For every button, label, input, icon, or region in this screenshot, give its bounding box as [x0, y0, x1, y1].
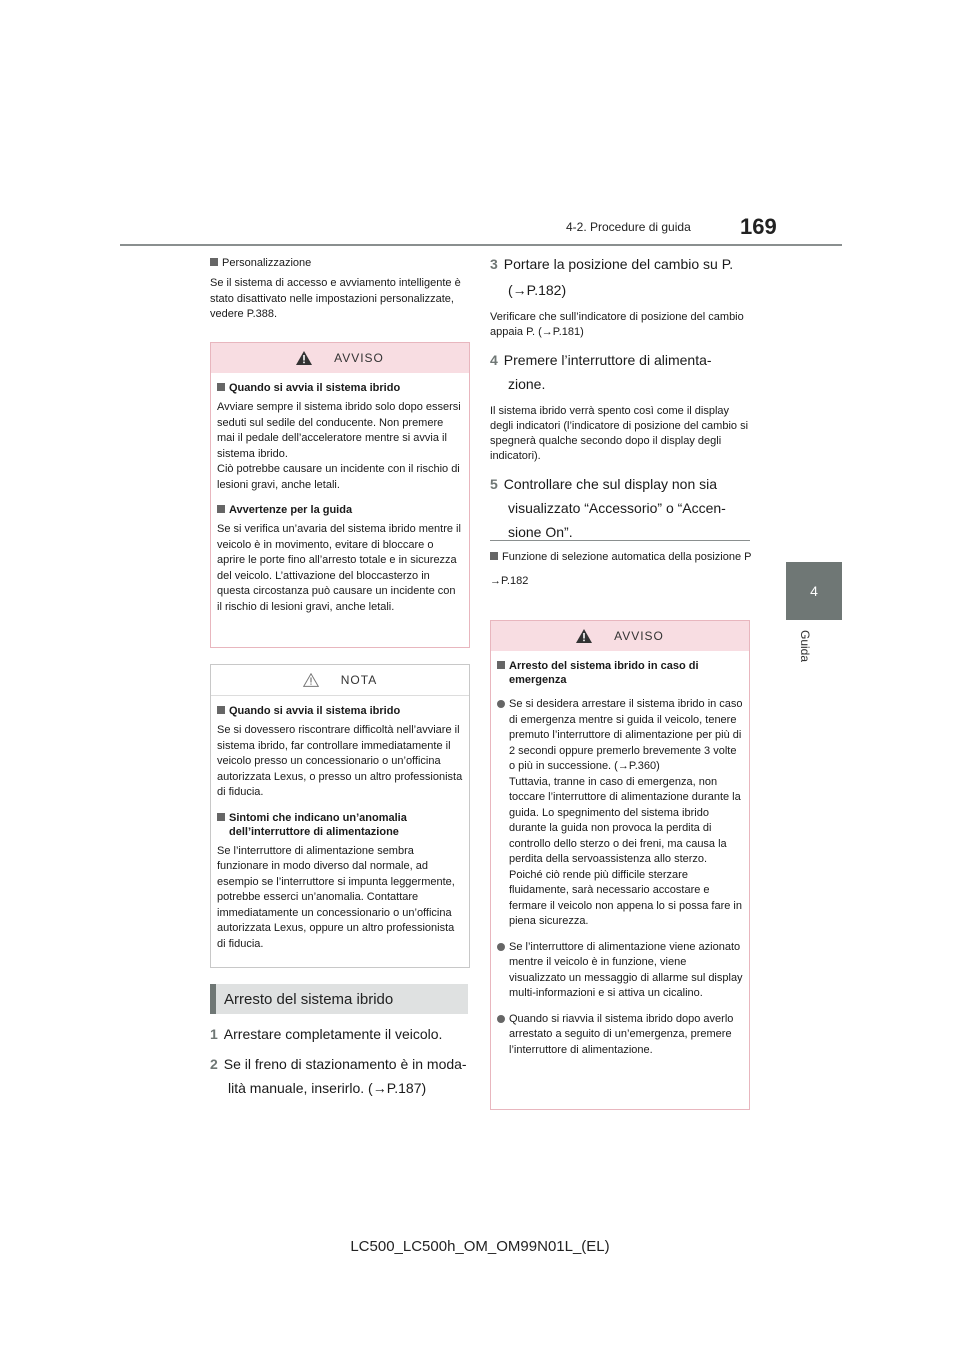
note-text-start: Se si dovessero riscontrare difficoltà nell’avviare il sistema ibrido, far controllare immediatamente il veicolo presso un concessionario o un’officina autorizzata Lexus, o presso un altro professionista di fiducia.: [217, 724, 463, 798]
chapter-tab[interactable]: [786, 562, 842, 620]
note-header: [211, 665, 469, 696]
personalization-block: [210, 256, 470, 323]
square-bullet-icon: [217, 383, 225, 391]
auto-p-block: [490, 550, 752, 590]
step-4-cont: zione.: [508, 376, 546, 392]
square-bullet-icon: [210, 258, 218, 266]
step-2-cont: lità manuale, inserirlo. (→P.187): [228, 1080, 427, 1096]
emergency-text-2: Tuttavia, tranne in caso di emergenza, non toccare l’interruttore di alimentazione durante la guida. Lo spegnimento del sistema ibrido durante la guida non provoca la perdita di controllo dello sterzo o dei freni, ma causa la perdita della servoassistenza allo sterzo. Poiché ciò rende più difficile sterzare fluidamente, sarà necessario accostare e fermare il veicolo non appena lo si possa fare in piena sicurezza.: [509, 775, 742, 927]
warning-text-start: Avviare sempre il sistema ibrido solo dopo essersi seduti sul sedile del conducente. Non premere mai il pedale dell’acceleratore mentre si avvia il sistema ibrido.: [217, 401, 461, 460]
round-bullet-icon: [497, 700, 505, 708]
warning-heading-emergency: Arresto del sistema ibrido in caso di emergenza: [509, 660, 699, 686]
warning-text-start-consequence: Ciò potrebbe causare un incidente con il rischio di lesioni gravi, anche letali.: [217, 463, 460, 491]
auto-p-ref[interactable]: →P.182: [490, 575, 529, 587]
step-5-cont-1: visualizzato “Accessorio” o “Accen-: [508, 500, 726, 516]
warning-label: AVVISO: [614, 629, 664, 643]
personalization-text: Se il sistema di accesso e avviamento intelligente è stato disattivato nelle impostazioni personalizzate, vedere P.388.: [210, 277, 461, 320]
warning-heading-start: Quando si avvia il sistema ibrido: [229, 382, 401, 394]
square-bullet-icon: [490, 552, 498, 560]
document-code: LC500_LC500h_OM_OM99N01L_(EL): [350, 1238, 610, 1255]
step-4-note: Il sistema ibrido verrà spento così come il display degli indicatori (l’indicatore di posizione del cambio si spegnerà qualche secondo dopo il display degli indicatori).: [490, 405, 749, 462]
warning-header: [491, 621, 749, 651]
warning-header: [211, 343, 469, 373]
square-bullet-icon: [217, 505, 225, 513]
step-3-note: Verificare che sull’indicatore di posizione del cambio appaia P. (→P.181): [490, 311, 744, 338]
auto-p-title: Funzione di selezione automatica della posizione P: [502, 551, 752, 563]
note-label: NOTA: [340, 673, 378, 687]
chapter-number: 4: [810, 583, 818, 599]
square-bullet-icon: [497, 661, 505, 669]
section-heading-bar: [210, 984, 468, 1014]
emergency-text-3: Se l’interruttore di alimentazione viene azionato mentre il veicolo è in funzione, viene visualizzato un messaggio di allarme sul display multi-informazioni e si attiva un cicalino.: [509, 940, 743, 999]
warning-text-driving: Se si verifica un’avaria del sistema ibrido mentre il veicolo è in movimento, evitare di bloccare o aprire le porte fino all’arresto totale e in sicurezza del veicolo. L’attivazione del bloccasterzo in questa circostanza può causare un incidente con il rischio di lesioni gravi, anche letali.: [217, 523, 461, 613]
chapter-label: Guida: [798, 630, 812, 663]
page-number: 169: [740, 214, 777, 239]
warning-label: AVVISO: [334, 351, 384, 365]
round-bullet-icon: [497, 1015, 505, 1023]
warning-triangle-icon: [296, 351, 312, 365]
step-1: 1 Arrestare completamente il veicolo.: [210, 1026, 443, 1042]
caution-triangle-icon: [303, 673, 319, 687]
warning-box-start: [210, 342, 470, 648]
note-text-switch: Se l’interruttore di alimentazione sembra funzionare in modo diverso dal normale, ad esempio se l’interruttore si impunta leggermente, potrebbe esserci un’anomalia. Contattare immediatamente un concessionario o un’officina autorizzata Lexus, oppure un altro professionista di fiducia.: [217, 844, 455, 950]
section-title: 4-2. Procedure di guida: [566, 220, 691, 234]
square-bullet-icon: [217, 813, 225, 821]
round-bullet-icon: [497, 943, 505, 951]
header-divider: [120, 244, 842, 246]
step-4: 4 Premere l’interruttore di alimenta-: [490, 352, 712, 368]
step-2: 2 Se il freno di stazionamento è in moda-: [210, 1056, 467, 1072]
note-heading-start: Quando si avvia il sistema ibrido: [229, 705, 401, 717]
steps-right: [490, 252, 752, 544]
note-box: [210, 664, 470, 968]
step-5: 5 Controllare che sul display non sia: [490, 476, 718, 492]
warning-heading-driving: Avvertenze per la guida: [229, 504, 353, 516]
section-heading: Arresto del sistema ibrido: [224, 990, 394, 1008]
emergency-text-4: Quando si riavvia il sistema ibrido dopo averlo arrestato a seguito di un’emergenza, premere l’interruttore di alimentazione.: [509, 1012, 734, 1056]
step-5-cont-2: sione On”.: [508, 524, 573, 540]
step-divider: [490, 540, 750, 541]
warning-triangle-icon: [576, 629, 592, 643]
warning-box-emergency: [490, 620, 750, 1110]
square-bullet-icon: [217, 706, 225, 714]
personalization-title: Personalizzazione: [222, 257, 312, 269]
step-3: 3 Portare la posizione del cambio su P.: [490, 256, 734, 272]
emergency-text-1: Se si desidera arrestare il sistema ibrido in caso di emergenza mentre si guida il veicolo, tenere premuto l’interruttore di alimentazione per più di 2 secondi oppure premerlo brevemente 3 volte o più in successione. (→P.360): [509, 698, 743, 772]
steps-left: [210, 1022, 472, 1100]
note-heading-switch: Sintomi che indicano un’anomalia dell’interruttore di alimentazione: [229, 811, 407, 838]
step-3-cont: (→P.182): [508, 282, 567, 298]
